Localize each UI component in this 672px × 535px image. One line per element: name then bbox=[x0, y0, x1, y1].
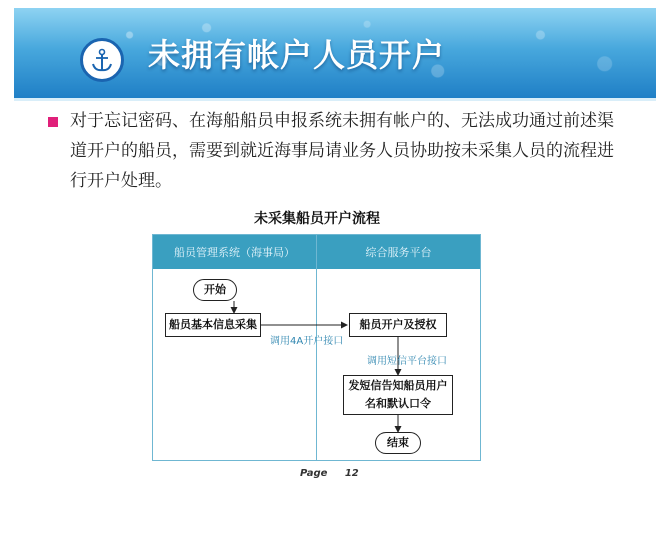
page-footer bbox=[300, 468, 359, 479]
bullet-marker bbox=[48, 117, 58, 127]
page-number: 12 bbox=[344, 468, 359, 479]
node-send-sms: 发短信告知船员用户名和默认口令 bbox=[343, 375, 453, 415]
body-paragraph: 对于忘记密码、在海船船员申报系统未拥有帐户的、无法成功通过前述渠道开户的船员，需要到就近海事局请业务人员协助按未采集人员的流程进行开户处理。 bbox=[70, 111, 614, 191]
node-end: 结束 bbox=[375, 432, 421, 454]
edge-label-sms-api: 调用短信平台接口 bbox=[367, 356, 447, 367]
node-collect-info: 船员基本信息采集 bbox=[165, 313, 261, 337]
node-start: 开始 bbox=[193, 279, 237, 301]
maritime-anchor-emblem-icon bbox=[80, 38, 124, 82]
page-label: Page bbox=[300, 468, 328, 479]
edge-label-4a-api: 调用4A开户接口 bbox=[270, 336, 344, 347]
lane-header-service-platform: 综合服务平台 bbox=[365, 246, 432, 259]
lane-header-crew-system: 船员管理系统（海事局） bbox=[174, 246, 295, 259]
header-banner bbox=[14, 8, 656, 101]
node-open-account: 船员开户及授权 bbox=[349, 313, 447, 337]
flowchart-arrows bbox=[153, 235, 482, 462]
page-title: 未拥有帐户人员开户 bbox=[148, 36, 446, 74]
flowchart-title: 未采集船员开户流程 bbox=[254, 211, 380, 227]
flowchart bbox=[152, 234, 481, 461]
